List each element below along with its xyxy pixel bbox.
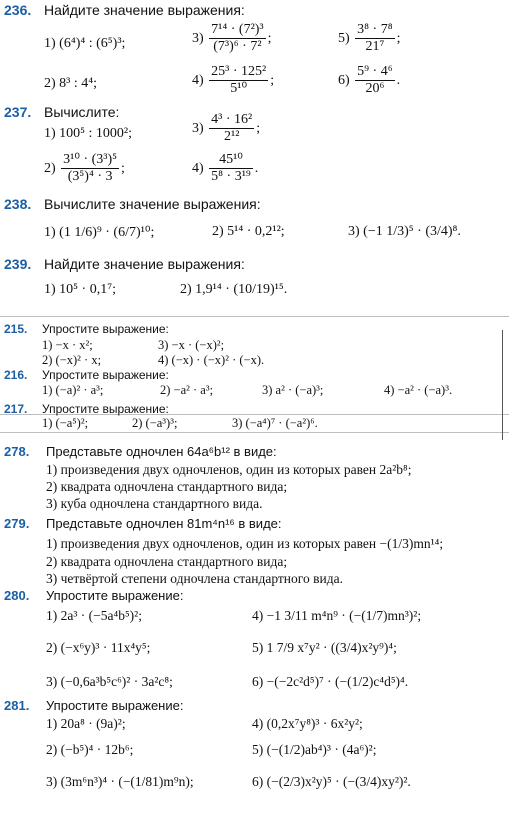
exercise-278-line3 xyxy=(0,496,509,513)
exercise-block-236-239 xyxy=(0,0,509,313)
fraction xyxy=(61,152,119,185)
numerator: 3⁸ · 7⁸ xyxy=(357,22,393,37)
item-280-6: 6) −(−2c²d⁵)⁷ · (−(1/2)c⁴d⁵)⁴. xyxy=(252,674,409,689)
item-tail: ; xyxy=(256,120,261,136)
item-236-4 xyxy=(192,64,274,97)
exercise-217-header xyxy=(0,402,509,416)
exercise-215-header xyxy=(0,322,509,338)
exercise-278-line2 xyxy=(0,479,509,496)
item-239-1: 1) 10⁵ · 0,1⁷; xyxy=(44,282,116,297)
exercise-280-header xyxy=(0,588,509,606)
item-217-3: 3) (−a⁴)⁷ · (−a²)⁶. xyxy=(232,416,318,430)
numerator: 7¹⁴ · (7²)³ xyxy=(211,22,264,37)
item-238-1: 1) (1 1/6)⁹ · (6/7)¹⁰; xyxy=(44,225,155,240)
item-label: 4) xyxy=(192,72,204,88)
exercise-heading: Найдите значение выражения: xyxy=(44,256,245,272)
exercise-number: 281. xyxy=(4,698,30,713)
item-label: 2) xyxy=(44,160,56,176)
denominator: (3⁵)⁴ · 3 xyxy=(61,168,119,185)
exercise-238-header xyxy=(0,196,509,216)
exercise-heading: Упростите выражение: xyxy=(46,588,184,603)
item-215-1: 1) −x · x²; xyxy=(42,338,93,352)
item-236-6 xyxy=(338,64,400,97)
item-279-1: 1) произведения двух одночленов, один из которых равен −(1/3)mn¹⁴; xyxy=(46,536,444,551)
item-tail: ; xyxy=(270,72,275,88)
exercise-279-header xyxy=(0,516,509,534)
item-215-3: 3) −x · (−x)²; xyxy=(158,338,225,352)
exercise-heading: Найдите значение выражения: xyxy=(44,2,245,18)
denominator: 5¹⁰ xyxy=(209,80,268,97)
numerator: 25³ · 125² xyxy=(211,64,267,79)
exercise-heading: Упростите выражение: xyxy=(42,322,169,336)
item-215-2: 2) (−x)² · x; xyxy=(42,353,102,367)
exercise-number: 238. xyxy=(4,196,32,212)
exercise-block-215-217 xyxy=(0,320,509,408)
exercise-280-row2 xyxy=(0,640,509,660)
item-216-4: 4) −a² · (−a)³. xyxy=(384,383,453,397)
item-281-6: 6) (−(2/3)x²y)⁵ · (−(3/4)xy²)². xyxy=(252,774,411,789)
item-239-2: 2) 1,9¹⁴ · (10/19)¹⁵. xyxy=(180,282,288,297)
item-236-1: 1) (6⁴)⁴ : (6⁵)³; xyxy=(44,36,126,51)
exercise-heading: Упростите выражение: xyxy=(42,402,169,416)
item-281-4: 4) (0,2x⁷y⁸)³ · 6x²y²; xyxy=(252,716,363,731)
fraction xyxy=(209,64,268,97)
item-label: 3) xyxy=(192,30,204,46)
item-281-5: 5) (−(1/2)ab⁴)³ · (4a⁶)²; xyxy=(252,742,377,757)
item-tail: . xyxy=(396,72,401,88)
exercise-number: 216. xyxy=(4,368,28,382)
page-edge-line xyxy=(502,330,503,440)
exercise-block-278-281 xyxy=(0,436,509,817)
exercise-281-row2 xyxy=(0,742,509,762)
item-279-2: 2) квадрата одночлена стандартного вида; xyxy=(46,554,288,569)
exercise-239-row1 xyxy=(0,282,509,306)
exercise-278-header xyxy=(0,444,509,462)
item-215-4: 4) (−x) · (−x)² · (−x). xyxy=(158,353,265,367)
item-label: 6) xyxy=(338,72,350,88)
exercise-number: 236. xyxy=(4,2,32,18)
section-divider xyxy=(0,432,509,433)
exercise-block-217 xyxy=(0,402,509,432)
fraction xyxy=(355,22,394,55)
exercise-number: 237. xyxy=(4,104,32,120)
denominator: 2¹² xyxy=(209,128,254,145)
item-236-3 xyxy=(192,22,272,55)
exercise-heading: Упростите выражение: xyxy=(42,368,169,382)
exercise-239-header xyxy=(0,256,509,276)
item-280-2: 2) (−x⁶y)³ · 11x⁴y⁵; xyxy=(46,640,151,655)
exercise-number: 239. xyxy=(4,256,32,272)
item-278-2: 2) квадрата одночлена стандартного вида; xyxy=(46,479,288,494)
numerator: 5⁹ · 4⁶ xyxy=(357,64,393,79)
exercise-281-row3 xyxy=(0,774,509,794)
exercise-278-line1 xyxy=(0,462,509,479)
fraction xyxy=(355,64,394,97)
item-279-3: 3) четвёртой степени одночлена стандартного вида. xyxy=(46,571,343,586)
item-label: 5) xyxy=(338,30,350,46)
numerator: 4³ · 16² xyxy=(211,112,253,127)
item-216-3: 3) a² · (−a)³; xyxy=(262,383,324,397)
exercise-number: 279. xyxy=(4,516,30,531)
exercise-281-row1 xyxy=(0,716,509,736)
item-217-1: 1) (−a⁵)²; xyxy=(42,416,89,430)
item-237-2 xyxy=(44,152,125,185)
item-tail: . xyxy=(254,160,259,176)
section-divider xyxy=(0,316,509,317)
numerator: 45¹⁰ xyxy=(219,152,243,167)
exercise-number: 217. xyxy=(4,402,28,416)
numerator: 3¹⁰ · (3³)⁵ xyxy=(63,152,118,167)
item-237-3 xyxy=(192,112,260,145)
exercise-236-header xyxy=(0,2,509,24)
exercise-number: 278. xyxy=(4,444,30,459)
item-236-5 xyxy=(338,22,401,55)
exercise-279-line1 xyxy=(0,536,509,553)
fraction xyxy=(209,22,265,55)
item-tail: ; xyxy=(267,30,272,46)
exercise-number: 215. xyxy=(4,322,28,336)
exercise-281-header xyxy=(0,698,509,716)
fraction xyxy=(209,152,253,185)
item-280-3: 3) (−0,6a³b⁵c⁶)² · 3a²c⁸; xyxy=(46,674,173,689)
denominator: 20⁶ xyxy=(355,80,394,97)
item-238-2: 2) 5¹⁴ · 0,2¹²; xyxy=(212,224,285,239)
exercise-237-row2 xyxy=(0,150,509,194)
item-label: 3) xyxy=(192,120,204,136)
item-281-1: 1) 20a⁸ · (9a)²; xyxy=(46,716,126,731)
exercise-279-line3 xyxy=(0,571,509,588)
exercise-236-row1 xyxy=(0,22,509,66)
item-280-5: 5) 1 7/9 x⁷y² · ((3/4)x²y⁹)⁴; xyxy=(252,640,397,655)
exercise-heading: Представьте одночлен 64a⁶b¹² в виде: xyxy=(46,444,277,459)
item-tail: ; xyxy=(396,30,401,46)
item-216-2: 2) −a² · a³; xyxy=(160,383,214,397)
item-278-3: 3) куба одночлена стандартного вида. xyxy=(46,496,263,511)
item-237-1: 1) 100⁵ : 1000²; xyxy=(44,126,133,141)
exercise-217-row1 xyxy=(0,416,509,432)
item-238-3: 3) (−1 1/3)⁵ · (3/4)⁸. xyxy=(348,224,461,239)
exercise-236-row2 xyxy=(0,64,509,106)
item-237-4 xyxy=(192,152,258,185)
fraction xyxy=(209,112,254,145)
denominator: 21⁷ xyxy=(355,38,394,55)
denominator: 5⁸ · 3¹⁹ xyxy=(211,169,251,185)
exercise-heading: Вычислите значение выражения: xyxy=(44,196,261,212)
item-278-1: 1) произведения двух одночленов, один из которых равен 2a²b⁸; xyxy=(46,462,412,477)
item-label: 4) xyxy=(192,160,204,176)
exercise-280-row3 xyxy=(0,674,509,694)
item-281-3: 3) (3m⁶n³)⁴ · (−(1/81)m⁹n); xyxy=(46,774,194,789)
item-280-1: 1) 2a³ · (−5a⁴b⁵)²; xyxy=(46,608,142,623)
exercise-279-line2 xyxy=(0,554,509,571)
exercise-215-row2 xyxy=(0,353,509,369)
item-tail: ; xyxy=(121,160,125,176)
denominator: (7³)⁶ · 7² xyxy=(209,38,265,55)
exercise-heading: Представьте одночлен 81m⁴n¹⁶ в виде: xyxy=(46,516,282,531)
exercise-237-row1 xyxy=(0,112,509,152)
item-236-2: 2) 8³ : 4⁴; xyxy=(44,76,98,91)
exercise-216-header xyxy=(0,368,509,384)
exercise-heading: Вычислите: xyxy=(44,104,120,120)
exercise-216-row1 xyxy=(0,383,509,399)
item-280-4: 4) −1 3/11 m⁴n⁹ · (−(1/7)mn³)²; xyxy=(252,608,422,623)
item-217-2: 2) (−a³)³; xyxy=(132,416,178,430)
exercise-heading: Упростите выражение: xyxy=(46,698,184,713)
exercise-280-row1 xyxy=(0,608,509,628)
exercise-number: 280. xyxy=(4,588,30,603)
item-281-2: 2) (−b⁵)⁴ · 12b⁶; xyxy=(46,742,134,757)
item-216-1: 1) (−a)² · a³; xyxy=(42,383,104,397)
exercise-215-row1 xyxy=(0,338,509,354)
exercise-238-row1 xyxy=(0,224,509,248)
